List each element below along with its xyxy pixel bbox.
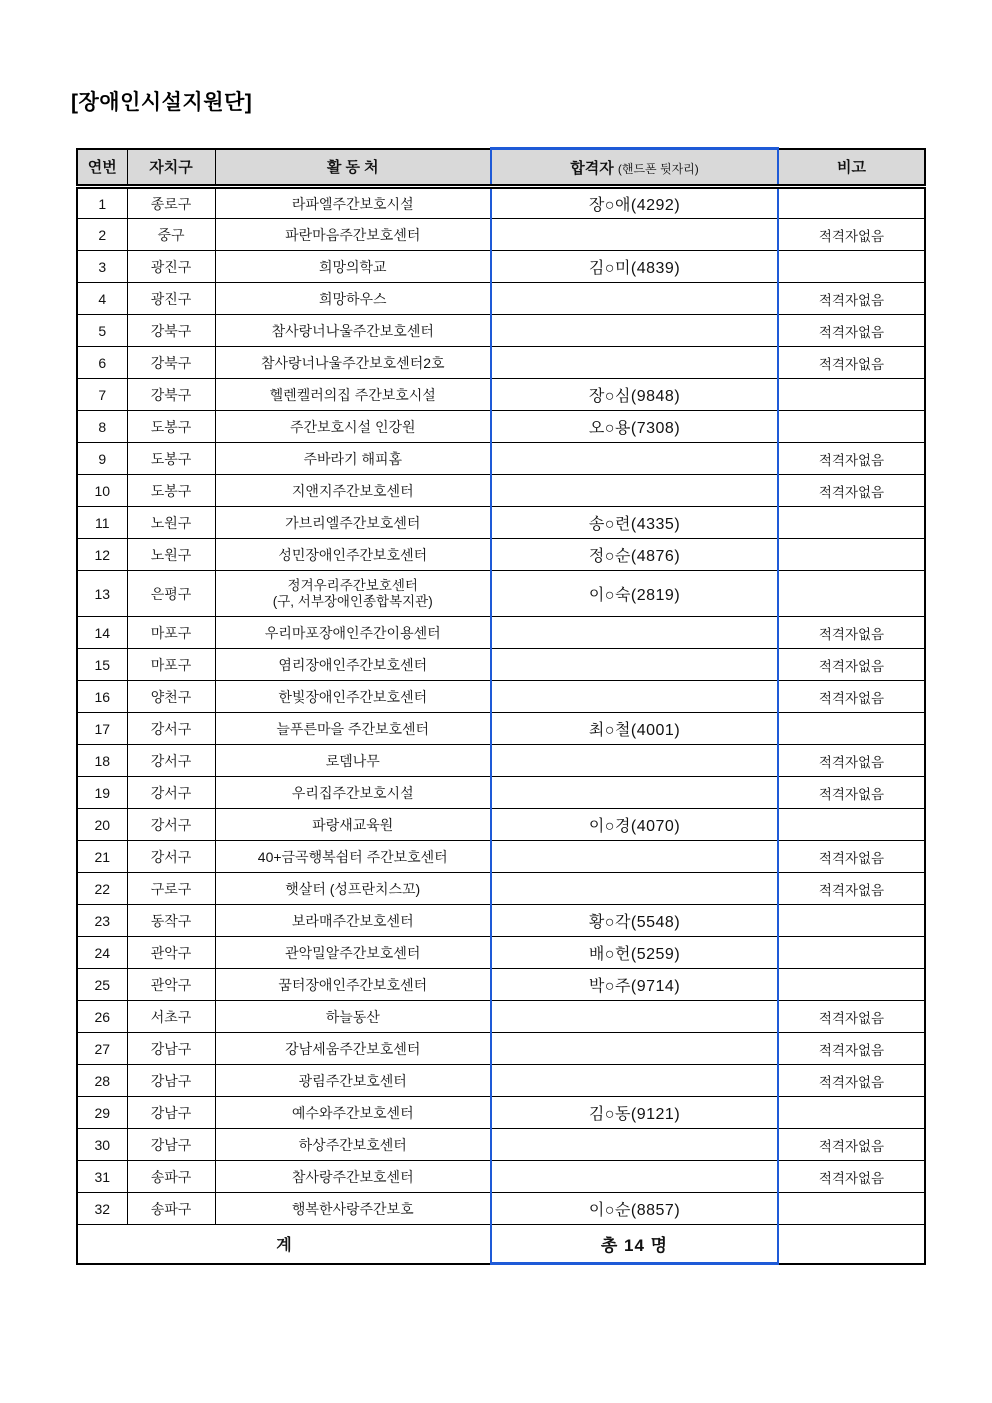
- footer-row: [77, 1225, 925, 1264]
- note-cell: [778, 713, 925, 745]
- note-cell: 적격자없음: [778, 681, 925, 713]
- row-number-cell: 25: [77, 969, 127, 1001]
- note-cell: 적격자없음: [778, 475, 925, 507]
- district-cell: 서초구: [127, 1001, 215, 1033]
- note-cell: [778, 379, 925, 411]
- row-number-cell: 16: [77, 681, 127, 713]
- place-cell: 염리장애인주간보호센터: [215, 649, 491, 681]
- note-cell: 적격자없음: [778, 283, 925, 315]
- table-row: [77, 713, 925, 745]
- district-cell: 관악구: [127, 969, 215, 1001]
- note-cell: 적격자없음: [778, 443, 925, 475]
- note-cell: [778, 539, 925, 571]
- table-row: [77, 1097, 925, 1129]
- pass-cell: 황○각(5548): [491, 905, 778, 937]
- table-row: [77, 873, 925, 905]
- note-cell: [778, 905, 925, 937]
- row-number-cell: 28: [77, 1065, 127, 1097]
- pass-cell: [491, 315, 778, 347]
- row-number-cell: 13: [77, 571, 127, 617]
- district-cell: 광진구: [127, 283, 215, 315]
- header-no: 연번: [77, 149, 127, 187]
- pass-cell: [491, 745, 778, 777]
- pass-cell: [491, 347, 778, 379]
- note-cell: [778, 1193, 925, 1225]
- district-cell: 은평구: [127, 571, 215, 617]
- district-cell: 강서구: [127, 809, 215, 841]
- pass-cell: [491, 1161, 778, 1193]
- row-number-cell: 29: [77, 1097, 127, 1129]
- table-row: [77, 507, 925, 539]
- district-cell: 강남구: [127, 1033, 215, 1065]
- row-number-cell: 19: [77, 777, 127, 809]
- district-cell: 광진구: [127, 251, 215, 283]
- roster-table: [76, 147, 926, 1265]
- row-number-cell: 14: [77, 617, 127, 649]
- row-number-cell: 11: [77, 507, 127, 539]
- place-cell: 참사랑너나울주간보호센터2호: [215, 347, 491, 379]
- district-cell: 양천구: [127, 681, 215, 713]
- note-cell: [778, 411, 925, 443]
- place-cell: 예수와주간보호센터: [215, 1097, 491, 1129]
- place-cell: 꿈터장애인주간보호센터: [215, 969, 491, 1001]
- pass-cell: 박○주(9714): [491, 969, 778, 1001]
- row-number-cell: 1: [77, 187, 127, 219]
- note-cell: 적격자없음: [778, 347, 925, 379]
- district-cell: 강북구: [127, 347, 215, 379]
- note-cell: 적격자없음: [778, 219, 925, 251]
- place-cell: 한빛장애인주간보호센터: [215, 681, 491, 713]
- footer-note-cell: [778, 1225, 925, 1264]
- row-number-cell: 31: [77, 1161, 127, 1193]
- table-row: [77, 475, 925, 507]
- district-cell: 송파구: [127, 1193, 215, 1225]
- district-cell: 마포구: [127, 617, 215, 649]
- row-number-cell: 20: [77, 809, 127, 841]
- pass-cell: [491, 283, 778, 315]
- place-line-1: 정겨우리주간보호센터: [287, 577, 418, 593]
- table-row: [77, 571, 925, 617]
- place-cell: 관악밀알주간보호센터: [215, 937, 491, 969]
- district-cell: 노원구: [127, 539, 215, 571]
- pass-cell: 장○심(9848): [491, 379, 778, 411]
- pass-cell: [491, 1065, 778, 1097]
- table-row: [77, 617, 925, 649]
- pass-cell: 오○용(7308): [491, 411, 778, 443]
- note-cell: [778, 1097, 925, 1129]
- table-row: [77, 649, 925, 681]
- place-cell: 광림주간보호센터: [215, 1065, 491, 1097]
- pass-cell: 송○련(4335): [491, 507, 778, 539]
- note-cell: 적격자없음: [778, 1001, 925, 1033]
- district-cell: 강남구: [127, 1097, 215, 1129]
- row-number-cell: 5: [77, 315, 127, 347]
- pass-cell: 김○동(9121): [491, 1097, 778, 1129]
- note-cell: 적격자없음: [778, 841, 925, 873]
- table-row: [77, 937, 925, 969]
- district-cell: 도봉구: [127, 443, 215, 475]
- note-cell: [778, 571, 925, 617]
- place-cell: 파랑새교육원: [215, 809, 491, 841]
- row-number-cell: 18: [77, 745, 127, 777]
- header-district: 자치구: [127, 149, 215, 187]
- table-header: [77, 149, 925, 187]
- table-row: [77, 969, 925, 1001]
- table-row: [77, 777, 925, 809]
- district-cell: 강남구: [127, 1065, 215, 1097]
- row-number-cell: 32: [77, 1193, 127, 1225]
- footer-total-value: 총 14 명: [491, 1225, 778, 1264]
- place-cell: 희망하우스: [215, 283, 491, 315]
- pass-cell: [491, 1033, 778, 1065]
- place-cell: [215, 571, 491, 617]
- note-cell: 적격자없음: [778, 745, 925, 777]
- row-number-cell: 8: [77, 411, 127, 443]
- place-cell: 우리마포장애인주간이용센터: [215, 617, 491, 649]
- district-cell: 송파구: [127, 1161, 215, 1193]
- header-pass: [491, 149, 778, 187]
- note-cell: 적격자없음: [778, 617, 925, 649]
- note-cell: 적격자없음: [778, 649, 925, 681]
- table-body: [77, 187, 925, 1225]
- table-row: [77, 1193, 925, 1225]
- table-row: [77, 1001, 925, 1033]
- table-footer: [77, 1225, 925, 1264]
- district-cell: 도봉구: [127, 475, 215, 507]
- district-cell: 강서구: [127, 745, 215, 777]
- pass-cell: [491, 617, 778, 649]
- place-line-2: (구, 서부장애인종합복지관): [272, 593, 433, 609]
- row-number-cell: 3: [77, 251, 127, 283]
- table-row: [77, 251, 925, 283]
- pass-cell: [491, 649, 778, 681]
- district-cell: 마포구: [127, 649, 215, 681]
- note-cell: [778, 969, 925, 1001]
- table-row: [77, 809, 925, 841]
- district-cell: 강북구: [127, 315, 215, 347]
- district-cell: 노원구: [127, 507, 215, 539]
- place-cell: 참사랑너나울주간보호센터: [215, 315, 491, 347]
- pass-cell: 이○순(8857): [491, 1193, 778, 1225]
- pass-cell: [491, 1129, 778, 1161]
- table-row: [77, 841, 925, 873]
- row-number-cell: 24: [77, 937, 127, 969]
- pass-cell: [491, 873, 778, 905]
- district-cell: 도봉구: [127, 411, 215, 443]
- pass-cell: [491, 443, 778, 475]
- row-number-cell: 15: [77, 649, 127, 681]
- place-cell: 로뎀나무: [215, 745, 491, 777]
- pass-cell: [491, 1001, 778, 1033]
- header-pass-main: 합격자: [570, 159, 614, 177]
- place-cell: 하상주간보호센터: [215, 1129, 491, 1161]
- table-row: [77, 443, 925, 475]
- pass-cell: [491, 841, 778, 873]
- header-place: 활 동 처: [215, 149, 491, 187]
- place-cell: 희망의학교: [215, 251, 491, 283]
- note-cell: 적격자없음: [778, 777, 925, 809]
- row-number-cell: 22: [77, 873, 127, 905]
- pass-cell: 이○숙(2819): [491, 571, 778, 617]
- footer-total-label: 계: [77, 1225, 491, 1264]
- note-cell: 적격자없음: [778, 1129, 925, 1161]
- district-cell: 동작구: [127, 905, 215, 937]
- place-cell: 강남세움주간보호센터: [215, 1033, 491, 1065]
- place-cell: 지앤지주간보호센터: [215, 475, 491, 507]
- note-cell: 적격자없음: [778, 315, 925, 347]
- note-cell: [778, 809, 925, 841]
- district-cell: 강서구: [127, 713, 215, 745]
- table-row: [77, 1129, 925, 1161]
- row-number-cell: 12: [77, 539, 127, 571]
- pass-cell: [491, 681, 778, 713]
- table-row: [77, 1065, 925, 1097]
- row-number-cell: 30: [77, 1129, 127, 1161]
- pass-cell: 배○헌(5259): [491, 937, 778, 969]
- district-cell: 중구: [127, 219, 215, 251]
- place-cell: 우리집주간보호시설: [215, 777, 491, 809]
- place-cell: 하늘동산: [215, 1001, 491, 1033]
- place-cell: 가브리엘주간보호센터: [215, 507, 491, 539]
- page-title: [장애인시설지원단]: [71, 91, 253, 114]
- row-number-cell: 26: [77, 1001, 127, 1033]
- note-cell: [778, 937, 925, 969]
- district-cell: 강북구: [127, 379, 215, 411]
- row-number-cell: 23: [77, 905, 127, 937]
- note-cell: 적격자없음: [778, 1065, 925, 1097]
- district-cell: 강서구: [127, 777, 215, 809]
- header-note: 비고: [778, 149, 925, 187]
- place-cell: 성민장애인주간보호센터: [215, 539, 491, 571]
- row-number-cell: 27: [77, 1033, 127, 1065]
- row-number-cell: 9: [77, 443, 127, 475]
- pass-cell: 김○미(4839): [491, 251, 778, 283]
- place-cell: 늘푸른마을 주간보호센터: [215, 713, 491, 745]
- pass-cell: 장○애(4292): [491, 187, 778, 219]
- table-row: [77, 1033, 925, 1065]
- note-cell: 적격자없음: [778, 1033, 925, 1065]
- note-cell: [778, 187, 925, 219]
- pass-cell: [491, 777, 778, 809]
- row-number-cell: 7: [77, 379, 127, 411]
- note-cell: [778, 507, 925, 539]
- table-row: [77, 219, 925, 251]
- district-cell: 종로구: [127, 187, 215, 219]
- header-row: [77, 149, 925, 187]
- table-row: [77, 379, 925, 411]
- place-cell: 햇살터 (성프란치스꼬): [215, 873, 491, 905]
- table-row: [77, 745, 925, 777]
- pass-cell: [491, 219, 778, 251]
- note-cell: [778, 251, 925, 283]
- note-cell: 적격자없음: [778, 1161, 925, 1193]
- table-row: [77, 905, 925, 937]
- row-number-cell: 21: [77, 841, 127, 873]
- row-number-cell: 2: [77, 219, 127, 251]
- place-cell: 파란마음주간보호센터: [215, 219, 491, 251]
- table-row: [77, 681, 925, 713]
- district-cell: 강남구: [127, 1129, 215, 1161]
- place-cell: 라파엘주간보호시설: [215, 187, 491, 219]
- place-cell: 보라매주간보호센터: [215, 905, 491, 937]
- table-row: [77, 315, 925, 347]
- place-cell: 주바라기 해피홈: [215, 443, 491, 475]
- header-pass-sub: (핸드폰 뒷자리): [617, 161, 699, 176]
- table-row: [77, 187, 925, 219]
- place-cell: 참사랑주간보호센터: [215, 1161, 491, 1193]
- table-row: [77, 347, 925, 379]
- table-row: [77, 283, 925, 315]
- pass-cell: 최○철(4001): [491, 713, 778, 745]
- pass-cell: 이○경(4070): [491, 809, 778, 841]
- row-number-cell: 17: [77, 713, 127, 745]
- table-row: [77, 539, 925, 571]
- district-cell: 관악구: [127, 937, 215, 969]
- place-cell: 행복한사랑주간보호: [215, 1193, 491, 1225]
- table-row: [77, 411, 925, 443]
- note-cell: 적격자없음: [778, 873, 925, 905]
- row-number-cell: 6: [77, 347, 127, 379]
- district-cell: 구로구: [127, 873, 215, 905]
- pass-cell: [491, 475, 778, 507]
- row-number-cell: 4: [77, 283, 127, 315]
- place-cell: 주간보호시설 인강원: [215, 411, 491, 443]
- place-cell: 헬렌켈러의집 주간보호시설: [215, 379, 491, 411]
- district-cell: 강서구: [127, 841, 215, 873]
- row-number-cell: 10: [77, 475, 127, 507]
- place-cell: 40+금곡행복쉼터 주간보호센터: [215, 841, 491, 873]
- table-row: [77, 1161, 925, 1193]
- pass-cell: 정○순(4876): [491, 539, 778, 571]
